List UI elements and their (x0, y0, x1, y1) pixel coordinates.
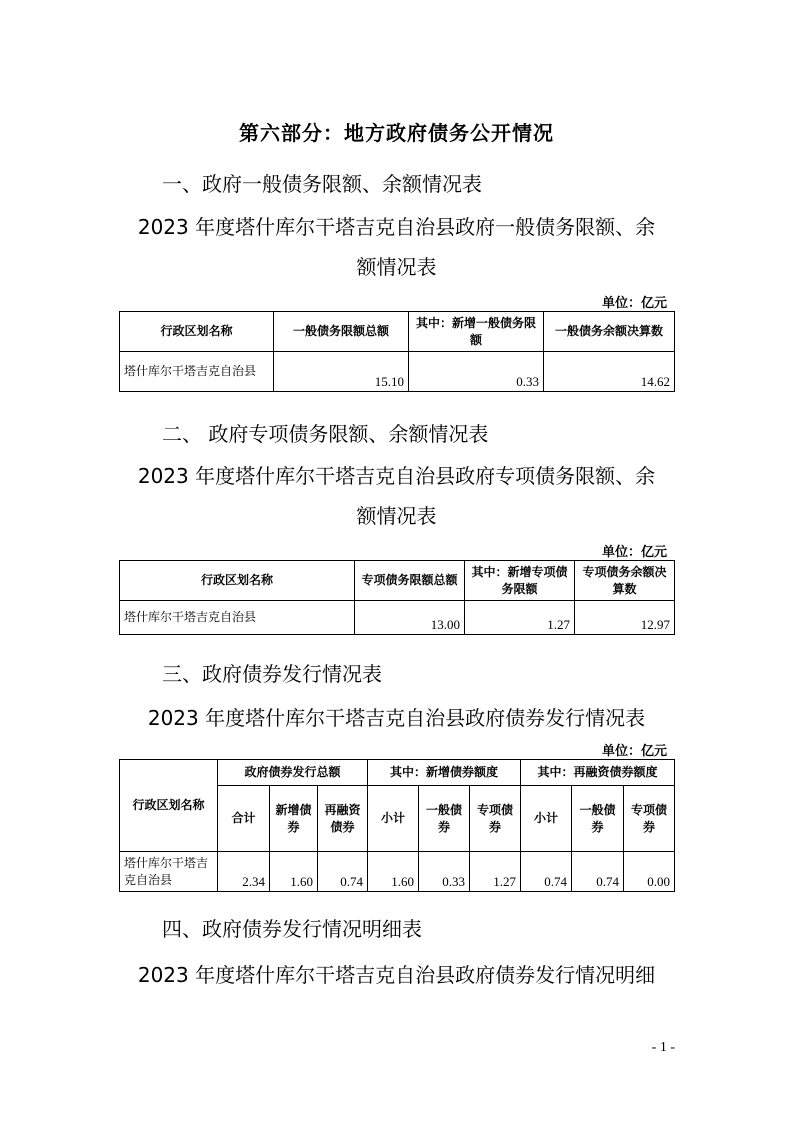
table3-header-name: 行政区划名称 (120, 760, 218, 852)
table1-title-line1: 2023 年度塔什库尔干塔吉克自治县政府一般债务限额、余 (137, 215, 656, 239)
table3-sub-ref-general: 一般债券 (572, 786, 624, 852)
table3-cell: 0.74 (318, 852, 368, 892)
table4-title: 2023 年度塔什库尔干塔吉克自治县政府债券发行情况明细 (137, 963, 656, 987)
table3-sub-new-general: 一般债券 (419, 786, 470, 852)
table3-cell-name: 塔什库尔干塔吉克自治县 (120, 852, 218, 892)
table3-sub-total: 合计 (218, 786, 270, 852)
table1-cell-new-limit: 0.33 (409, 352, 544, 392)
table1-header-name: 行政区划名称 (120, 312, 274, 352)
table3-sub-new-special: 专项债券 (470, 786, 521, 852)
table3-sub-refinance: 再融资债券 (318, 786, 368, 852)
table1-cell-name: 塔什库尔干塔吉克自治县 (120, 352, 274, 392)
table1-cell-limit: 15.10 (274, 352, 409, 392)
table3-group-total: 政府债券发行总额 (218, 760, 368, 786)
table2-cell-new-limit: 1.27 (465, 601, 575, 635)
table2-title-line2: 额情况表 (356, 504, 437, 528)
table2-cell-name: 塔什库尔干塔吉克自治县 (120, 601, 355, 635)
table1-header-limit: 一般债务限额总额 (274, 312, 409, 352)
section-2-heading: 二、 政府专项债务限额、余额情况表 (162, 422, 489, 446)
table3-sub-new: 新增债券 (270, 786, 318, 852)
table2-header-new-limit: 其中：新增专项债务限额 (465, 561, 575, 601)
table-row (120, 352, 675, 392)
section-3-heading: 三、政府债券发行情况表 (162, 662, 382, 686)
table1 (119, 311, 675, 392)
part-title: 第六部分：地方政府债务公开情况 (239, 121, 554, 145)
table1-header-balance: 一般债务余额决算数 (544, 312, 675, 352)
table3-group-refinance: 其中：再融资债券额度 (521, 760, 675, 786)
table2-cell-balance: 12.97 (575, 601, 675, 635)
table3-unit: 单位：亿元 (601, 744, 667, 759)
table3-title: 2023 年度塔什库尔干塔吉克自治县政府债券发行情况表 (147, 706, 646, 730)
table2-title-line1: 2023 年度塔什库尔干塔吉克自治县政府专项债务限额、余 (137, 464, 656, 488)
table3 (119, 759, 675, 892)
table3-cell: 2.34 (218, 852, 270, 892)
table1-unit: 单位：亿元 (601, 296, 667, 311)
table3-cell: 1.60 (368, 852, 419, 892)
section-4-heading: 四、政府债券发行情况明细表 (162, 917, 422, 941)
table3-group-new: 其中：新增债券额度 (368, 760, 521, 786)
table-row (120, 852, 675, 892)
table2-cell-limit: 13.00 (355, 601, 465, 635)
table1-title-line2: 额情况表 (356, 255, 437, 279)
table2 (119, 560, 675, 635)
section-1-heading: 一、政府一般债务限额、余额情况表 (162, 172, 482, 196)
table3-sub-ref-subtotal: 小计 (521, 786, 572, 852)
page-number: - 1 - (651, 1040, 675, 1055)
table3-sub-new-subtotal: 小计 (368, 786, 419, 852)
table3-cell: 0.00 (624, 852, 675, 892)
table-row (120, 601, 675, 635)
table3-cell: 0.74 (572, 852, 624, 892)
table2-unit: 单位：亿元 (601, 545, 667, 560)
table2-header-limit: 专项债务限额总额 (355, 561, 465, 601)
table3-cell: 1.27 (470, 852, 521, 892)
table1-header-new-limit: 其中：新增一般债务限额 (409, 312, 544, 352)
table3-cell: 1.60 (270, 852, 318, 892)
table2-header-name: 行政区划名称 (120, 561, 355, 601)
table3-cell: 0.33 (419, 852, 470, 892)
table1-cell-balance: 14.62 (544, 352, 675, 392)
table3-sub-ref-special: 专项债券 (624, 786, 675, 852)
table2-header-balance: 专项债务余额决算数 (575, 561, 675, 601)
table3-cell: 0.74 (521, 852, 572, 892)
